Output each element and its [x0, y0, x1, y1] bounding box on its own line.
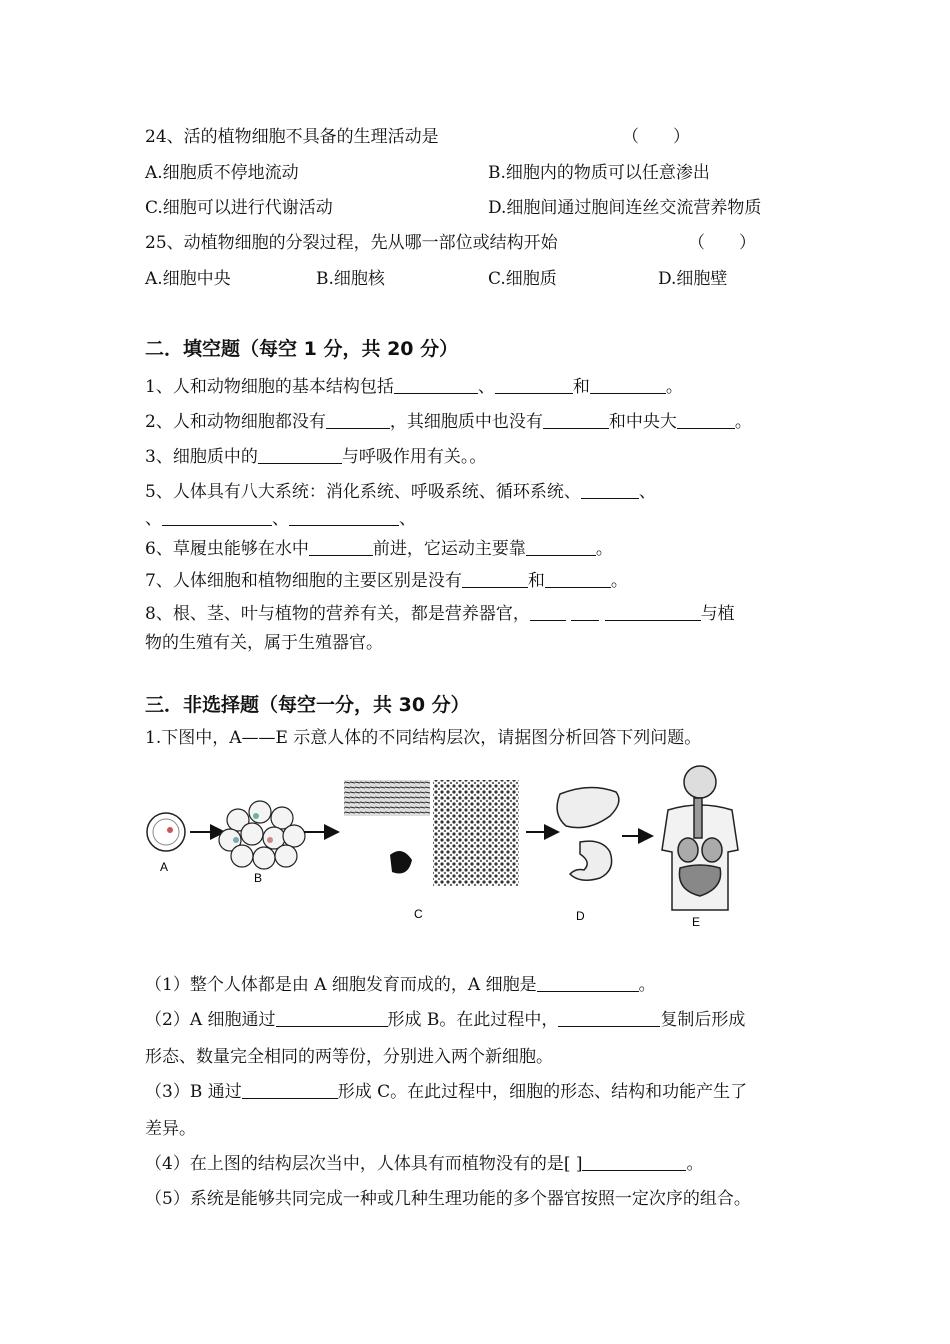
fill-q5 [145, 481, 656, 503]
fill-q2-end: 。 [734, 412, 752, 432]
fill-q6-text: 前进，它运动主要靠 [372, 539, 526, 559]
fill-q6-end: 。 [595, 539, 613, 559]
q25-option-d: D.细胞壁 [658, 269, 728, 289]
blank[interactable] [581, 482, 639, 499]
fill-q5-sep: 、 [145, 509, 162, 529]
label-d: D [576, 909, 585, 923]
q24-stem: 24、活的植物细胞不具备的生理活动是 [145, 127, 439, 147]
fill-q5-sep: 、 [638, 482, 656, 502]
fill-q1 [145, 376, 683, 398]
blank[interactable] [571, 604, 599, 621]
blank[interactable] [530, 604, 566, 621]
q25-option-b: B.细胞核 [316, 269, 385, 289]
section2-title: 二．填空题（每空 1 分，共 20 分） [145, 338, 459, 360]
blank[interactable] [582, 1154, 686, 1171]
blank[interactable] [394, 377, 478, 394]
blank[interactable] [242, 1082, 338, 1099]
q24-answer-paren: （ ） [622, 127, 690, 147]
sub-q3-text: 形成 C。在此过程中，细胞的形态、结构和功能产生了 [337, 1082, 748, 1102]
sub-q1-text: （1）整个人体都是由 A 细胞发育而成的，A 细胞是 [145, 975, 537, 995]
section3-intro: 1.下图中，A——E 示意人体的不同结构层次，请据图分析回答下列问题。 [145, 728, 702, 748]
fill-q7-text: 7、人体细胞和植物细胞的主要区别是没有 [145, 571, 462, 591]
fill-q5-text: 5、人体具有八大系统：消化系统、呼吸系统、循环系统、 [145, 482, 581, 502]
blank[interactable] [543, 412, 609, 429]
fill-q2-text: 和中央大 [608, 412, 677, 432]
fill-q3-text: 3、细胞质中的 [145, 447, 258, 467]
blank[interactable] [558, 1010, 660, 1027]
q25-option-c: C.细胞质 [488, 269, 557, 289]
q24-option-d: D.细胞间通过胞间连丝交流营养物质 [488, 198, 762, 218]
label-c: C [414, 907, 423, 921]
sub-q2-line2: 形态、数量完全相同的两等份，分别进入两个新细胞。 [145, 1047, 553, 1067]
cell-cluster-b-image [219, 801, 305, 869]
sub-q1 [145, 974, 656, 996]
blank[interactable] [276, 1010, 388, 1027]
blank[interactable] [289, 509, 399, 526]
fill-q8-text: 与植 [700, 604, 735, 624]
fill-q1-text: 1、人和动物细胞的基本结构包括 [145, 377, 394, 397]
fill-q7-end: 。 [610, 571, 628, 591]
sub-q3 [145, 1081, 747, 1103]
q24-option-c: C.细胞可以进行代谢活动 [145, 198, 333, 218]
blank[interactable] [495, 377, 573, 394]
sub-q5: （5）系统是能够共同完成一种或几种生理功能的多个器官按照一定次序的组合。 [145, 1189, 751, 1209]
fill-q2 [145, 411, 752, 433]
sub-q2-text: 形成 B。在此过程中， [387, 1010, 559, 1030]
q24-option-a: A.细胞质不停地流动 [145, 163, 299, 183]
sub-q2-text: （2）A 细胞通过 [145, 1010, 276, 1030]
fill-q3 [145, 446, 486, 468]
cell-a-image [147, 813, 185, 851]
sub-q1-end: 。 [638, 975, 656, 995]
fill-q6-text: 6、草履虫能够在水中 [145, 539, 309, 559]
blank[interactable] [326, 412, 390, 429]
fill-q1-sep: 和 [572, 377, 590, 397]
structure-levels-diagram [140, 760, 820, 930]
blank[interactable] [605, 604, 701, 621]
fill-q5-line2 [145, 508, 416, 530]
fill-q8 [145, 603, 735, 625]
q24-option-b: B.细胞内的物质可以任意渗出 [488, 163, 710, 183]
sub-q3-text: （3）B 通过 [145, 1082, 242, 1102]
sub-q4 [145, 1153, 703, 1175]
blank[interactable] [258, 447, 342, 464]
label-e: E [692, 915, 701, 929]
human-body-e-image [662, 766, 738, 910]
q25-stem: 25、动植物细胞的分裂过程，先从哪一部位或结构开始 [145, 233, 558, 253]
fill-q5-sep: 、 [272, 509, 289, 529]
tissue-c-image [344, 780, 519, 886]
blank[interactable] [537, 975, 639, 992]
fill-q7 [145, 570, 628, 592]
q25-answer-paren: （ ） [688, 233, 756, 253]
fill-q6 [145, 538, 613, 560]
sub-q2 [145, 1009, 745, 1031]
label-b: B [254, 871, 263, 885]
fill-q2-text: 2、人和动物细胞都没有 [145, 412, 326, 432]
blank[interactable] [545, 571, 611, 588]
fill-q8-text: 8、根、茎、叶与植物的营养有关，都是营养器官， [145, 604, 530, 624]
blank[interactable] [590, 377, 666, 394]
blank[interactable] [677, 412, 735, 429]
blank[interactable] [462, 571, 528, 588]
blank[interactable] [309, 539, 373, 556]
sub-q3-line2: 差异。 [145, 1119, 196, 1139]
section3-title: 三．非选择题（每空一分，共 30 分） [145, 694, 470, 716]
fill-q1-end: 。 [665, 377, 683, 397]
q25-option-a: A.细胞中央 [145, 269, 231, 289]
sub-q4-text: （4）在上图的结构层次当中，人体具有而植物没有的是[ ] [145, 1154, 583, 1174]
fill-q5-sep: 、 [399, 509, 416, 529]
sub-q4-end: 。 [686, 1154, 704, 1174]
blank[interactable] [162, 509, 272, 526]
fill-q3-text: 与呼吸作用有关。。 [341, 447, 487, 467]
organ-d-image [557, 787, 619, 880]
blank[interactable] [526, 539, 596, 556]
fill-q7-text: 和 [527, 571, 545, 591]
fill-q1-sep: 、 [477, 377, 495, 397]
fill-q2-text: ，其细胞质中也没有 [389, 412, 543, 432]
label-a: A [160, 860, 169, 874]
sub-q2-text: 复制后形成 [660, 1010, 746, 1030]
fill-q8-line2: 物的生殖有关，属于生殖器官。 [145, 633, 383, 653]
